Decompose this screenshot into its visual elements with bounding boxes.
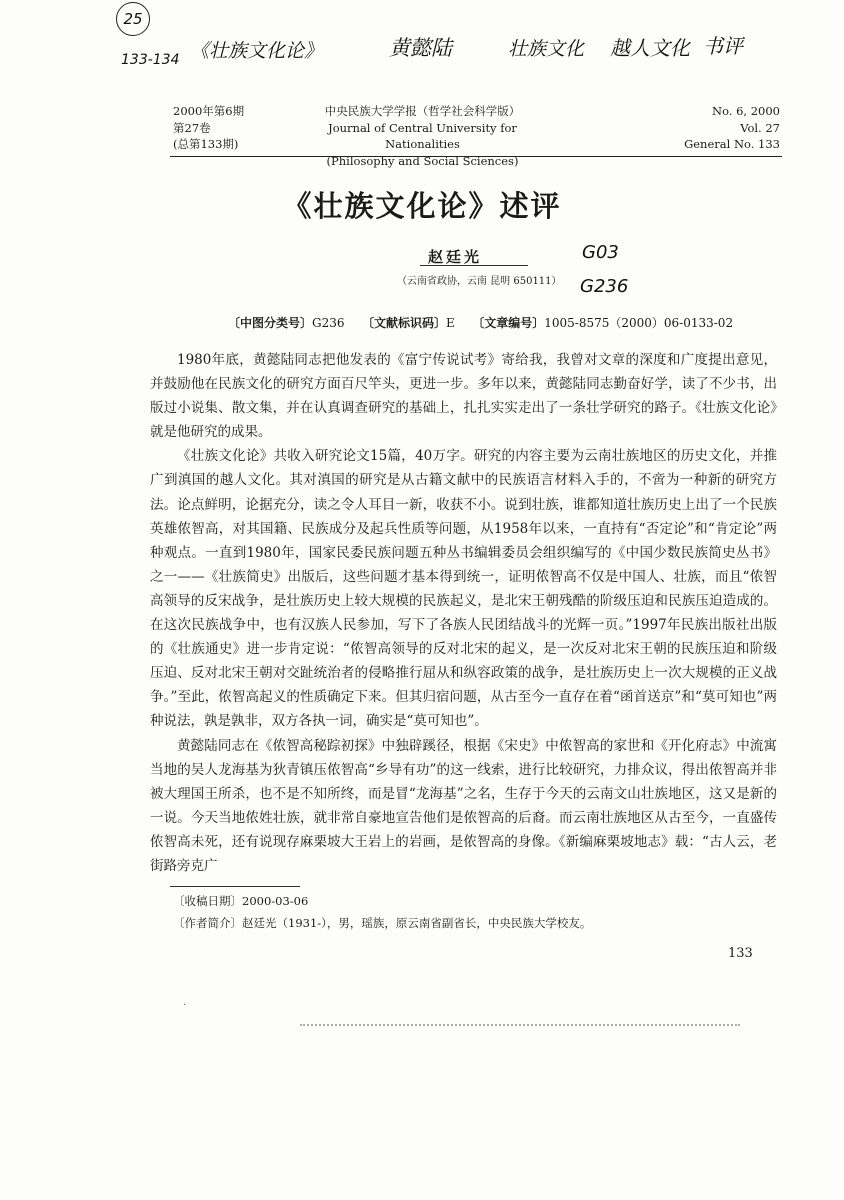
article-author: 赵廷光 bbox=[428, 248, 483, 266]
header-vol-line: Vol. 27 bbox=[740, 120, 780, 135]
header-journal-en: Journal of Central University for Nationalities bbox=[328, 120, 517, 151]
bio-label: 〔作者简介〕 bbox=[173, 916, 242, 930]
scan-artifact-mark: · bbox=[183, 1000, 187, 1011]
header-journal-name bbox=[300, 103, 545, 169]
body-paragraph: 1980年底，黄懿陆同志把他发表的《富宁传说试考》寄给我，我曾对文章的深度和广度提出意见，并鼓励他在民族文化的研究方面百尺竿头，更进一步。多年以来，黄懿陆同志勤奋好学，读了不少书，出版过小说集、散文集，并在认真调查研究的基础上，扎扎实实走出了一条壮学研究的路子。《壮族文化论》就是他研究的成果。 bbox=[150, 352, 777, 441]
footnote-author-bio bbox=[173, 915, 591, 931]
article-id-label: 〔文章编号〕 bbox=[472, 316, 545, 330]
doc-code-value: E bbox=[445, 316, 455, 330]
header-total-issue-line: (总第133期) bbox=[173, 137, 239, 151]
page-number: 133 bbox=[728, 946, 753, 961]
clc-label: 〔中图分类号〕 bbox=[228, 316, 313, 330]
author-affiliation: （云南省政协，云南 昆明 650111） bbox=[397, 276, 562, 287]
scan-artifact-line bbox=[300, 1024, 740, 1030]
handwritten-note-type: 书评 bbox=[703, 34, 743, 58]
header-journal-cn: 中央民族大学学报（哲学社会科学版） bbox=[324, 104, 521, 118]
handwritten-circle-number: 25 bbox=[116, 2, 150, 36]
header-no-line: No. 6, 2000 bbox=[712, 104, 780, 118]
header-general-no-line: General No. 133 bbox=[684, 137, 780, 151]
received-date: 2000-03-06 bbox=[242, 894, 309, 908]
handwritten-page-range: 133-134 bbox=[121, 52, 180, 68]
footnote-received bbox=[173, 893, 308, 909]
article-id-value: 1005-8575（2000）06-0133-02 bbox=[544, 316, 734, 330]
classification-line bbox=[228, 314, 733, 331]
handwritten-class-code-1: G03 bbox=[582, 242, 619, 263]
handwritten-note-author: 黄懿陆 bbox=[389, 36, 452, 60]
handwritten-note-subtopic: 越人文化 bbox=[610, 36, 690, 60]
header-issue-line: 2000年第6期 bbox=[173, 104, 245, 118]
doc-code-label: 〔文献标识码〕 bbox=[361, 316, 446, 330]
handwritten-note-topic: 壮族文化 bbox=[508, 38, 585, 60]
author-underline bbox=[420, 265, 528, 266]
header-issue-info-en bbox=[644, 103, 780, 153]
article-body bbox=[150, 348, 777, 878]
header-issue-info bbox=[173, 103, 244, 153]
clc-value: G236 bbox=[312, 316, 345, 330]
header-journal-subtitle: (Philosophy and Social Sciences) bbox=[326, 153, 519, 168]
handwritten-note-title: 《壮族文化论》 bbox=[190, 40, 324, 62]
header-divider bbox=[170, 156, 782, 157]
bio-text: 赵廷光（1931-），男，瑶族，原云南省副省长，中央民族大学校友。 bbox=[242, 916, 592, 930]
body-paragraph: 《壮族文化论》共收入研究论文15篇，40万字。研究的内容主要为云南壮族地区的历史文化，并推广到滇国的越人文化。其对滇国的研究是从古籍文献中的民族语言材料入手的，不啻为一种新的研究方法。论点鲜明，论据充分，读之令人耳目一新，收获不小。说到壮族，谁都知道壮族历史上出了一个民族英雄侬智高，对其国籍、民族成分及起兵性质等问题，从1958年以来，一直持有“否定论”和“肯定论”两种观点。一直到1980年，国家民委民族问题五种丛书编辑委员会组织编写的《中国少数民族简史丛书》之一——《壮族简史》出版后，这些问题才基本得到统一，证明侬智高不仅是中国人、壮族，而且“侬智高领导的反宋战争，是壮族历史上较大规模的民族起义，是北宋王朝残酷的阶级压迫和民族压迫造成的。在这次民族战争中，也有汉族人民参加，写下了各族人民团结战斗的光辉一页。”1997年民族出版社出版的《壮族通史》进一步肯定说：“侬智高领导的反对北宋的起义，是一次反对北宋王朝的民族压迫和阶级压迫、反对北宋王朝对交趾统治者的侵略推行屈从和纵容政策的战争，是壮族历史上一次大规模的正义战争。”至此，侬智高起义的性质确定下来。但其归宿问题，从古至今一直存在着“函首送京”和“莫可知也”两种说法，孰是孰非，双方各执一词，确实是“莫可知也”。 bbox=[150, 448, 777, 730]
article-title: 《壮族文化论》述评 bbox=[282, 189, 562, 223]
handwritten-class-code-2: G236 bbox=[580, 276, 629, 297]
received-label: 〔收稿日期〕 bbox=[173, 894, 242, 908]
footnote-divider bbox=[170, 886, 300, 887]
header-volume-line: 第27卷 bbox=[173, 120, 211, 135]
body-paragraph: 黄懿陆同志在《侬智高秘踪初探》中独辟蹊径，根据《宋史》中侬智高的家世和《开化府志》中流寓当地的吴人龙海基为狄青镇压侬智高“乡导有功”的这一线索，进行比较研究，力排众议，得出侬智高并非被大理国王所杀，也不是不知所终，而是冒“龙海基”之名，生存于今天的云南文山壮族地区，这又是新的一说。今天当地侬姓壮族，就非常自豪地宣告他们是侬智高的后裔。而云南壮族地区从古至今，一直盛传侬智高未死，还有说现存麻栗坡大王岩上的岩画，是侬智高的身像。《新编麻栗坡地志》载：“古人云，老街路旁克广 bbox=[150, 737, 777, 874]
